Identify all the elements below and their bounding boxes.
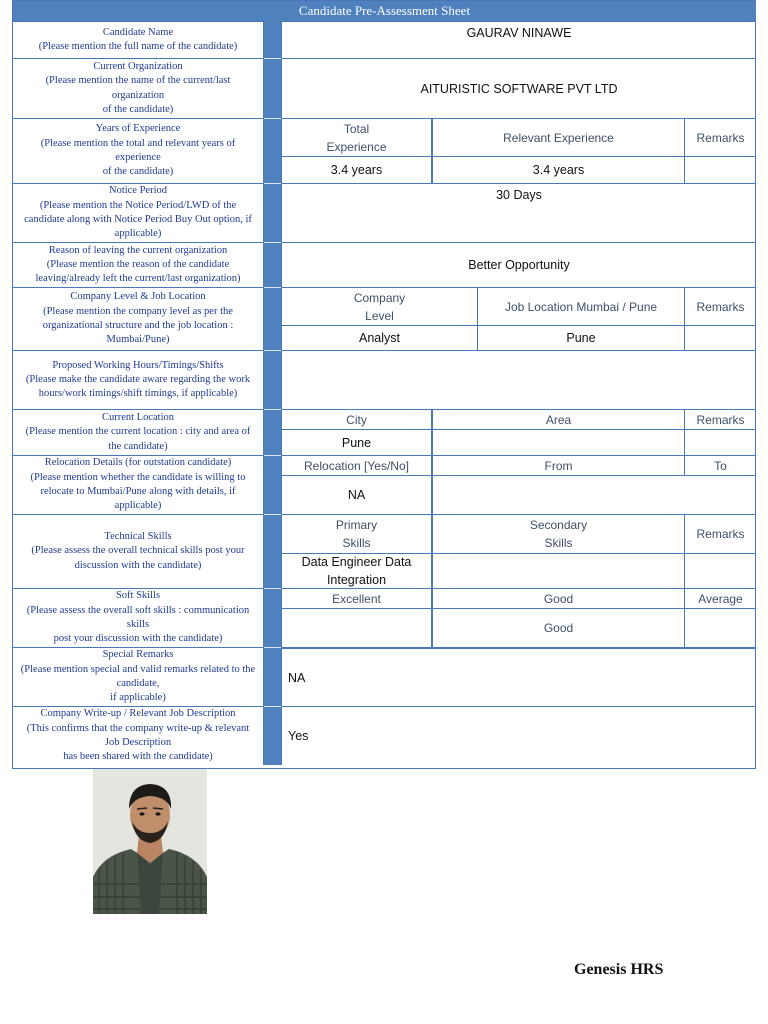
label-reason-of-leaving: Reason of leaving the current organization (Please mention the reason of the candidate leaving/already left the current/last organization)	[13, 242, 264, 287]
header-primary-skills: Primary Skills	[281, 514, 431, 553]
header-from: From	[431, 455, 684, 475]
value-average	[684, 608, 756, 647]
header-average: Average	[684, 588, 756, 608]
value-location-remarks	[684, 429, 756, 455]
sheet-title: Candidate Pre-Assessment Sheet	[13, 1, 756, 21]
divider-bar	[264, 58, 281, 118]
header-remarks: Remarks	[684, 287, 756, 325]
label-working-hours: Proposed Working Hours/Timings/Shifts (Please make the candidate aware regarding the work hours/work timings/shift timings, if applicable)	[13, 350, 264, 409]
value-total-experience: 3.4 years	[281, 156, 431, 183]
divider-bar	[264, 706, 281, 765]
divider-bar	[264, 588, 281, 647]
label-company-level-location: Company Level & Job Location (Please mention the company level as per the organizational structure and the job location : Mumbai/Pune)	[13, 287, 264, 350]
value-area	[431, 429, 684, 455]
value-notice-period: 30 Days	[281, 183, 756, 242]
value-relocation: NA	[281, 475, 431, 514]
value-excellent	[281, 608, 431, 647]
divider-bar	[264, 21, 281, 58]
label-company-writeup: Company Write-up / Relevant Job Description (This confirms that the company write-up & relevant Job Description has been shared with the candidate)	[13, 706, 264, 765]
label-candidate-name: Candidate Name (Please mention the full name of the candidate)	[13, 21, 264, 58]
divider-bar	[264, 350, 281, 409]
value-company-writeup: Yes	[281, 706, 756, 765]
divider-bar	[264, 118, 281, 183]
value-relevant-experience: 3.4 years	[431, 156, 684, 183]
divider-bar	[264, 647, 281, 706]
label-special-remarks: Special Remarks (Please mention special and valid remarks related to the candidate, if applicable)	[13, 647, 264, 706]
value-level-remarks	[684, 325, 756, 350]
divider-bar	[264, 455, 281, 514]
divider-bar	[264, 242, 281, 287]
candidate-photo	[93, 769, 207, 914]
value-tech-remarks	[684, 553, 756, 588]
label-years-of-experience: Years of Experience (Please mention the total and relevant years of experience of the candidate)	[13, 118, 264, 183]
header-relevant-experience: Relevant Experience	[431, 118, 684, 156]
header-secondary-skills: Secondary Skills	[431, 514, 684, 553]
footer-brand: Genesis HRS	[574, 961, 664, 978]
divider-bar	[264, 183, 281, 242]
value-experience-remarks	[684, 156, 756, 183]
value-candidate-name: GAURAV NINAWE	[281, 21, 756, 58]
header-remarks: Remarks	[684, 118, 756, 156]
header-city: City	[281, 409, 431, 429]
value-special-remarks: NA	[281, 647, 756, 706]
label-notice-period: Notice Period (Please mention the Notice Period/LWD of the candidate along with Notice Period Buy Out option, if applicable)	[13, 183, 264, 242]
header-excellent: Excellent	[281, 588, 431, 608]
header-remarks: Remarks	[684, 409, 756, 429]
divider-bar	[264, 514, 281, 588]
divider-bar	[264, 409, 281, 455]
label-current-organization: Current Organization (Please mention the name of the current/last organization of the candidate)	[13, 58, 264, 118]
header-relocation: Relocation [Yes/No]	[281, 455, 431, 475]
header-area: Area	[431, 409, 684, 429]
value-good: Good	[431, 608, 684, 647]
value-job-location: Pune	[477, 325, 684, 350]
header-to: To	[684, 455, 756, 475]
value-primary-skills: Data Engineer Data Integration	[281, 553, 431, 588]
value-city: Pune	[281, 429, 431, 455]
value-secondary-skills	[431, 553, 684, 588]
header-good: Good	[431, 588, 684, 608]
label-relocation-details: Relocation Details (for outstation candidate) (Please mention whether the candidate is willing to relocate to Mumbai/Pune along with details, if applicable)	[13, 455, 264, 514]
value-working-hours	[281, 350, 756, 409]
label-soft-skills: Soft Skills (Please assess the overall soft skills : communication skills post your discussion with the candidate)	[13, 588, 264, 647]
value-current-organization: AITURISTIC SOFTWARE PVT LTD	[281, 58, 756, 118]
value-reason-of-leaving: Better Opportunity	[281, 242, 756, 287]
divider-bar	[264, 287, 281, 350]
label-technical-skills: Technical Skills (Please assess the overall technical skills post your discussion with the candidate)	[13, 514, 264, 588]
header-total-experience: Total Experience	[281, 118, 431, 156]
value-company-level: Analyst	[281, 325, 477, 350]
header-job-location: Job Location Mumbai / Pune	[477, 287, 684, 325]
label-current-location: Current Location (Please mention the current location : city and area of the candidate)	[13, 409, 264, 455]
header-company-level: Company Level	[281, 287, 477, 325]
value-relocation-from	[431, 475, 756, 514]
header-remarks: Remarks	[684, 514, 756, 553]
assessment-sheet	[12, 0, 756, 769]
